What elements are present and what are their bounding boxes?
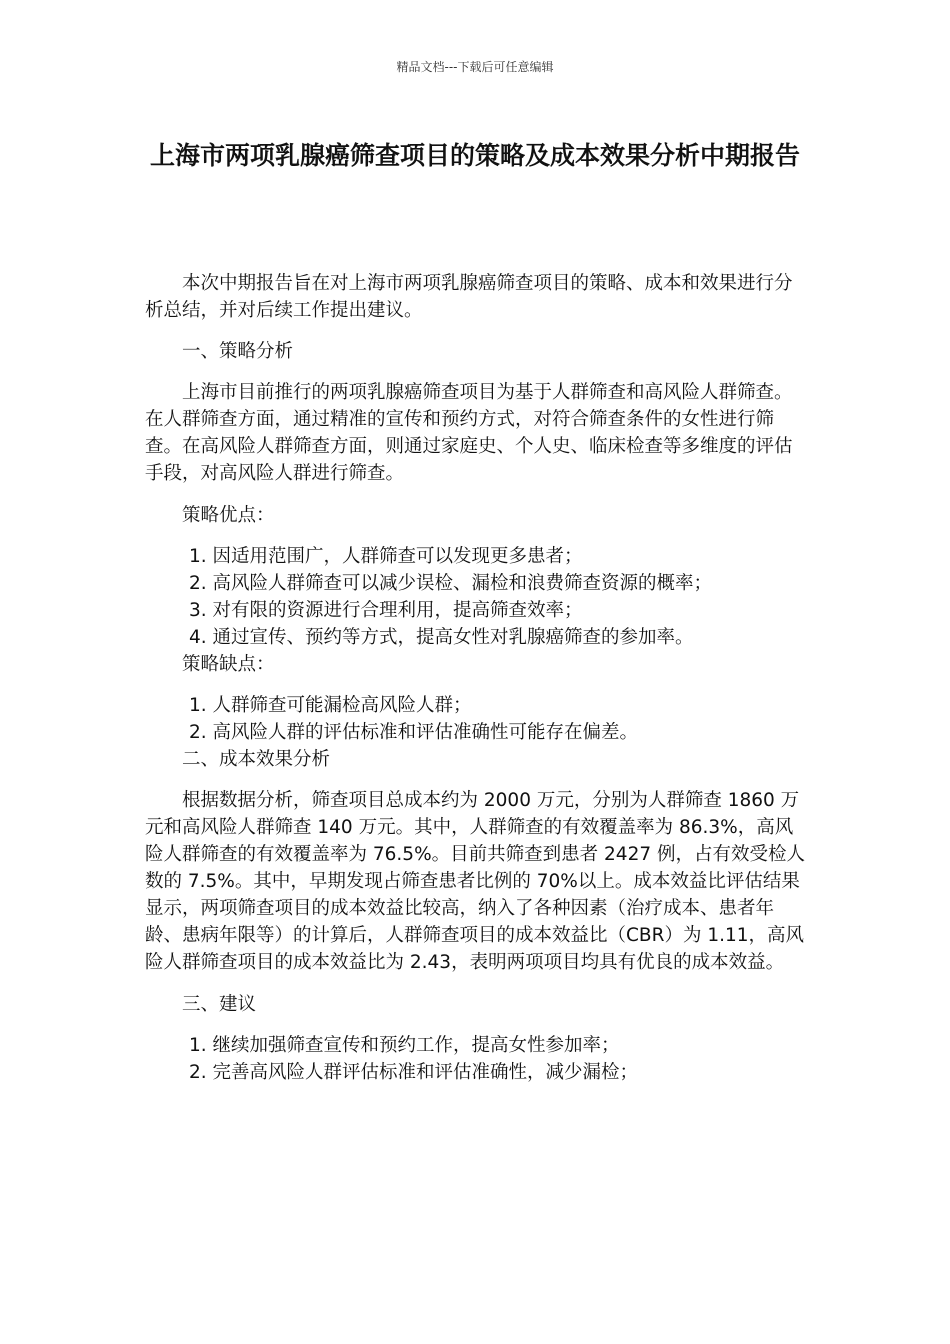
- cons-item-2: 2. 高风险人群的评估标准和评估准确性可能存在偏差。: [189, 722, 639, 743]
- cons-label: 策略缺点：: [182, 654, 275, 675]
- section1-heading: 一、策略分析: [182, 341, 294, 362]
- section2-heading: 二、成本效果分析: [182, 749, 331, 770]
- section1-body: 上海市目前推行的两项乳腺癌筛查项目为基于人群筛查和高风险人群筛查。在人群筛查方面，通过精准的宣传和预约方式，对符合筛查条件的女性进行筛查。在高风险人群筛查方面，则通过家庭史、个人史、临床检查等多维度的评估手段，对高风险人群进行筛查。: [145, 382, 793, 484]
- cons-item-1: 1. 人群筛查可能漏检高风险人群；: [189, 695, 472, 716]
- suggestion-item-1: 1. 继续加强筛查宣传和预约工作，提高女性参加率；: [189, 1035, 620, 1056]
- section2-body: 根据数据分析，筛查项目总成本约为 2000 万元，分别为人群筛查 1860 万元和高风险人群筛查 140 万元。其中，人群筛查的有效覆盖率为 86.3%，高风险人群筛查的有效覆盖率为 76.5%。目前共筛查到患者 2427 例，占有效受检人数的 7.5%。其中，早期发现占筛查患者比例的 70%以上。成本效益比评估结果显示，两项筛查项目的成本效益比较高，纳入了各种因素（治疗成本、患者年龄、患病年限等）的计算后，人群筛查项目的成本效益比（CBR）为 1.11，高风险人群筛查项目的成本效益比为 2.43，表明两项项目均具有优良的成本效益。: [145, 790, 805, 973]
- pros-item-3: 3. 对有限的资源进行合理利用，提高筛查效率；: [189, 600, 583, 621]
- suggestion-item-2: 2. 完善高风险人群评估标准和评估准确性，减少漏检；: [189, 1062, 639, 1083]
- pros-item-4: 4. 通过宣传、预约等方式，提高女性对乳腺癌筛查的参加率。: [189, 627, 694, 648]
- document-title: 上海市两项乳腺癌筛查项目的策略及成本效果分析中期报告: [149, 141, 800, 170]
- pros-item-2: 2. 高风险人群筛查可以减少误检、漏检和浪费筛查资源的概率；: [189, 573, 713, 594]
- pros-item-1: 1. 因适用范围广，人群筛查可以发现更多患者；: [189, 546, 583, 567]
- intro-paragraph: 本次中期报告旨在对上海市两项乳腺癌筛查项目的策略、成本和效果进行分析总结，并对后续工作提出建议。: [145, 273, 793, 321]
- header-note: 精品文档---下载后可任意编辑: [396, 60, 554, 74]
- section3-heading: 三、建议: [182, 994, 257, 1015]
- pros-label: 策略优点：: [182, 505, 275, 526]
- document-body: [145, 270, 805, 1086]
